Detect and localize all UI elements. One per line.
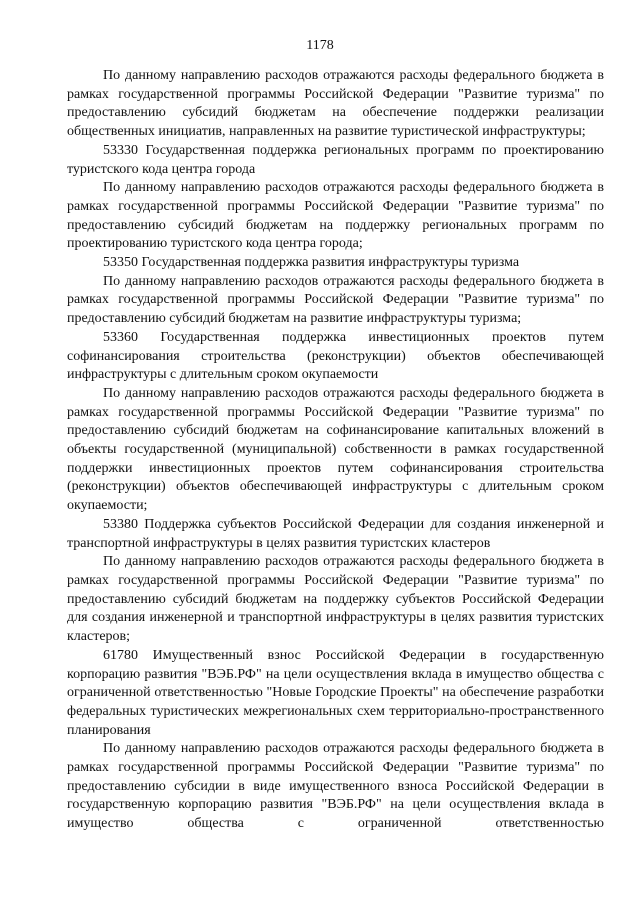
paragraph-code-heading: 53360 Государственная поддержка инвестиционных проектов путем софинансирования строительства (реконструкции) объектов обеспечивающей инфраструктуры с длительным сроком окупаемости: [67, 329, 604, 383]
paragraph-code-heading: 53350 Государственная поддержка развития инфраструктуры туризма: [103, 255, 520, 271]
paragraph-description: По данному направлению расходов отражаются расходы федерального бюджета в рамках государственной программы Российской Федерации "Развитие туризма" по предоставлению субсидий бюджетам на обеспечение поддержки реализации общественных инициатив, направленных на развитие туристической инфраструктуры;: [67, 68, 604, 140]
document-body: [67, 67, 604, 834]
paragraph-description: По данному направлению расходов отражаются расходы федерального бюджета в рамках государственной программы Российской Федерации "Развитие туризма" по предоставлению субсидии в виде имущественного взноса Российской Федерации в государственную корпорацию развития "ВЭБ.РФ" на цели осуществления вклада в имущество общества с ограниченной ответственностью: [67, 741, 604, 832]
paragraph-description: По данному направлению расходов отражаются расходы федерального бюджета в рамках государственной программы Российской Федерации "Развитие туризма" по предоставлению субсидий бюджетам на поддержку субъектов Российской Федерации для создания инженерной и транспортной инфраструктуры в целях развития туристских кластеров;: [67, 554, 604, 645]
paragraph-description: По данному направлению расходов отражаются расходы федерального бюджета в рамках государственной программы Российской Федерации "Развитие туризма" по предоставлению субсидий бюджетам на поддержку региональных программ по проектированию туристского кода центра города;: [67, 180, 604, 252]
page-number: 1178: [306, 38, 334, 53]
paragraph-code-heading: 53380 Поддержка субъектов Российской Федерации для создания инженерной и транспортной инфраструктуры в целях развития туристских кластеров: [67, 516, 604, 551]
paragraph-description: По данному направлению расходов отражаются расходы федерального бюджета в рамках государственной программы Российской Федерации "Развитие туризма" по предоставлению субсидий бюджетам на софинансирование капитальных вложений в объекты государственной (муниципальной) собственности в рамках государственной поддержки инвестиционных проектов путем софинансирования строительства (реконструкции) объектов обеспечивающей инфраструктуры с длительным сроком окупаемости;: [67, 385, 604, 514]
paragraph-code-heading: 53330 Государственная поддержка региональных программ по проектированию туристского кода центра города: [67, 142, 604, 177]
paragraph-code-heading: 61780 Имущественный взнос Российской Федерации в государственную корпорацию развития "ВЭБ.РФ" на цели осуществления вклада в имущество общества с ограниченной ответственностью "Новые Городские Проекты" на обеспечение разработки федеральных туристических межрегиональных схем территориально-пространственного планирования: [67, 647, 604, 738]
paragraph-description: По данному направлению расходов отражаются расходы федерального бюджета в рамках государственной программы Российской Федерации "Развитие туризма" по предоставлению субсидий бюджетам на развитие инфраструктуры туризма;: [67, 273, 604, 327]
